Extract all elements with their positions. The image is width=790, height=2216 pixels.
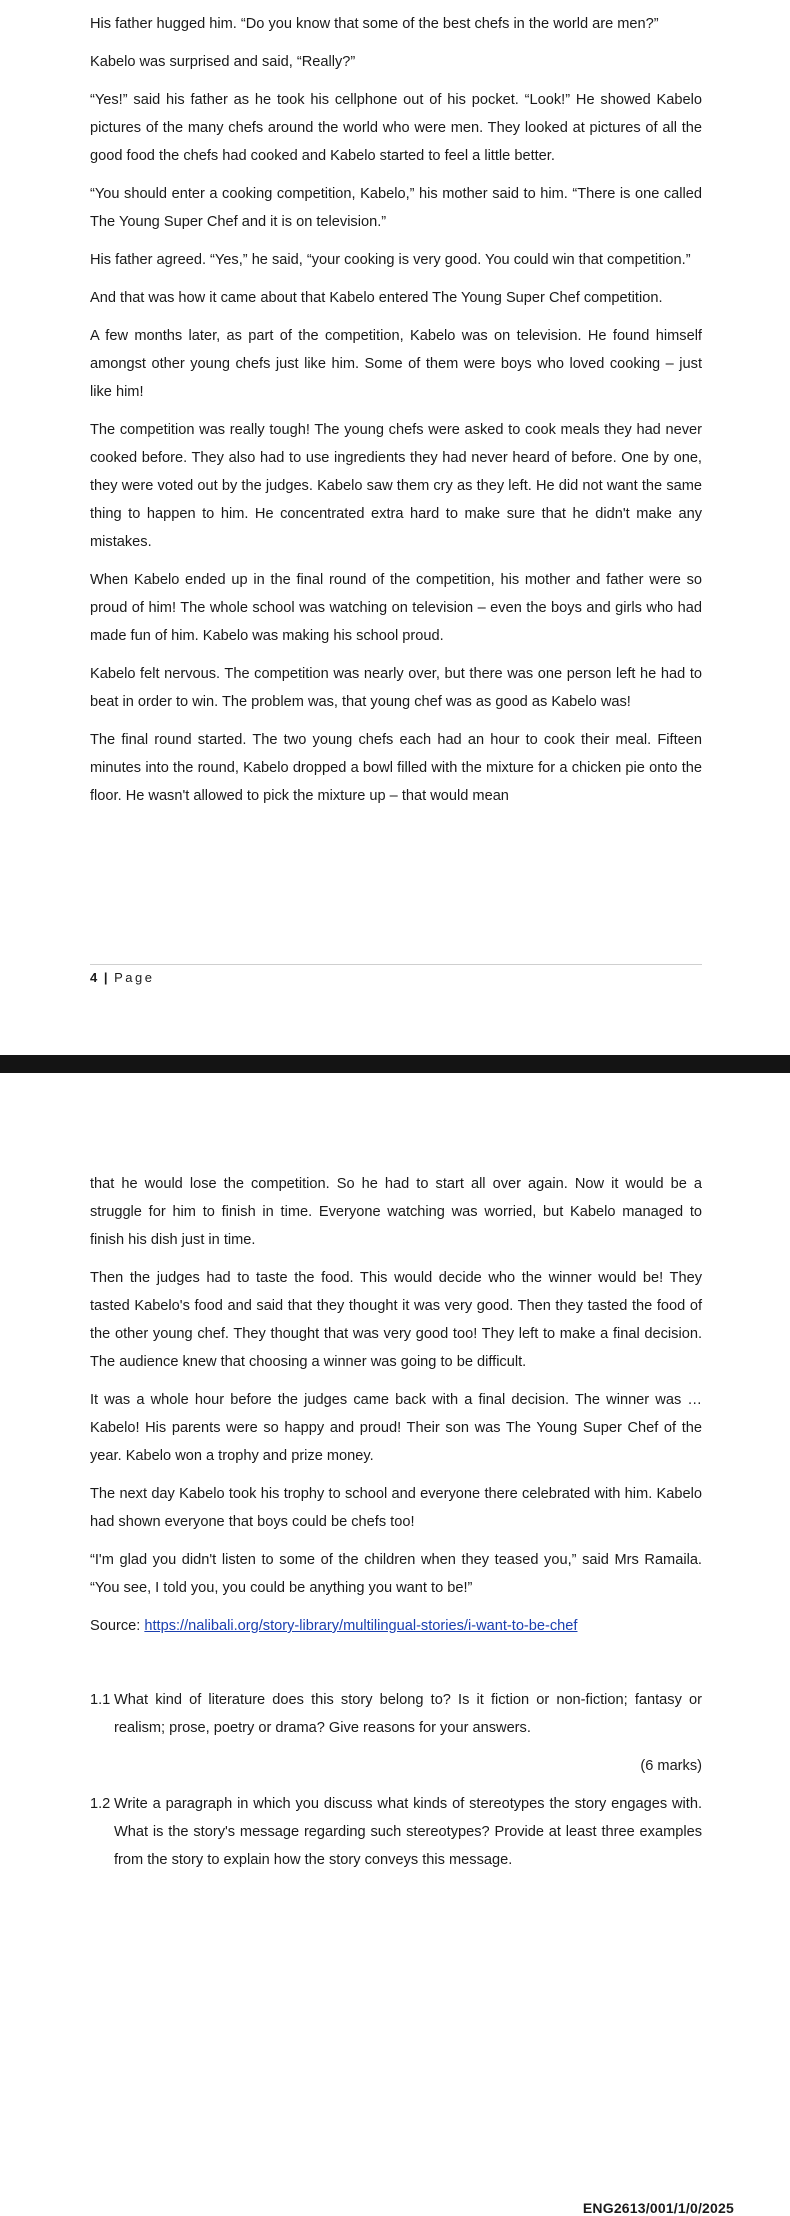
paragraph: It was a whole hour before the judges came back with a final decision. The winner was … Kabelo! His parents were so happy and proud! Their son was The Young Super Chef of the year. Kabelo won a trophy and prize money. (90, 1392, 702, 1464)
page-number-separator: | (103, 970, 109, 985)
paragraph: And that was how it came about that Kabelo entered The Young Super Chef competition. (90, 290, 663, 306)
question-1-2 (90, 1790, 702, 1874)
question-text: Write a paragraph in which you discuss what kinds of stereotypes the story engages with. What is the story's message regarding such stereotypes? Provide at least three examples from the story to explain how the story conveys this message. (114, 1796, 702, 1868)
paragraph: The next day Kabelo took his trophy to school and everyone there celebrated with him. Kabelo had shown everyone that boys could be chefs too! (90, 1486, 702, 1530)
document-code: ENG2613/001/1/0/2025 (582, 2200, 734, 2216)
paragraph: that he would lose the competition. So he had to start all over again. Now it would be a struggle for him to finish in time. Everyone watching was worried, but Kabelo managed to finish his dish just in time. (90, 1176, 702, 1248)
paragraph: “You should enter a cooking competition, Kabelo,” his mother said to him. “There is one called The Young Super Chef and it is on television.” (90, 186, 702, 230)
question-1-1 (90, 1686, 702, 1742)
page-number: 4 (90, 970, 99, 985)
paragraph: A few months later, as part of the competition, Kabelo was on television. He found himself amongst other young chefs just like him. Some of them were boys who loved cooking – just like him! (90, 328, 702, 400)
paragraph: His father agreed. “Yes,” he said, “your cooking is very good. You could win that competition.” (90, 252, 691, 268)
footer-rule (90, 964, 702, 965)
paragraph: Kabelo was surprised and said, “Really?” (90, 54, 356, 70)
page-separator-band (0, 1055, 790, 1073)
document-page-5 (0, 1073, 790, 2216)
question-number: 1.2 (90, 1796, 111, 1812)
paragraph: The final round started. The two young chefs each had an hour to cook their meal. Fifteen minutes into the round, Kabelo dropped a bowl filled with the mixture for a chicken pie onto the floor. He wasn't allowed to pick the mixture up – that would mean (90, 732, 702, 804)
paragraph: When Kabelo ended up in the final round of the competition, his mother and father were so proud of him! The whole school was watching on television – even the boys and girls who had made fun of him. Kabelo was making his school proud. (90, 572, 702, 644)
source-label: Source: (90, 1618, 141, 1634)
paragraph: Kabelo felt nervous. The competition was nearly over, but there was one person left he had to beat in order to win. The problem was, that young chef was as good as Kabelo was! (90, 666, 702, 710)
question-marks: (6 marks) (640, 1758, 702, 1774)
page-5-body (90, 1170, 702, 1874)
page-4-body (90, 10, 702, 820)
source-link[interactable]: https://nalibali.org/story-library/multilingual-stories/i-want-to-be-chef (144, 1618, 578, 1634)
source-citation (90, 1612, 702, 1640)
paragraph: His father hugged him. “Do you know that some of the best chefs in the world are men?” (90, 16, 659, 32)
document-page-4 (0, 0, 790, 1055)
question-number: 1.1 (90, 1692, 111, 1708)
paragraph: “Yes!” said his father as he took his cellphone out of his pocket. “Look!” He showed Kabelo pictures of the many chefs around the world who were men. They looked at pictures of all the good food the chefs had cooked and Kabelo started to feel a little better. (90, 92, 702, 164)
question-text: What kind of literature does this story belong to? Is it fiction or non-fiction; fantasy or realism; prose, poetry or drama? Give reasons for your answers. (114, 1692, 702, 1736)
paragraph: “I'm glad you didn't listen to some of the children when they teased you,” said Mrs Ramaila. “You see, I told you, you could be anything you want to be!” (90, 1552, 702, 1596)
paragraph: Then the judges had to taste the food. This would decide who the winner would be! They tasted Kabelo's food and said that they thought it was very good. Then they tasted the food of the other young chef. They thought that was very good too! They left to make a final decision. The audience knew that choosing a winner was going to be difficult. (90, 1270, 702, 1370)
page-number-footer (90, 970, 155, 985)
paragraph: The competition was really tough! The young chefs were asked to cook meals they had never cooked before. They also had to use ingredients they had never heard of before. One by one, they were voted out by the judges. Kabelo saw them cry as they left. He did not want the same thing to happen to him. He concentrated extra hard to make sure that he didn't make any mistakes. (90, 422, 702, 550)
page-word: Page (114, 970, 155, 985)
